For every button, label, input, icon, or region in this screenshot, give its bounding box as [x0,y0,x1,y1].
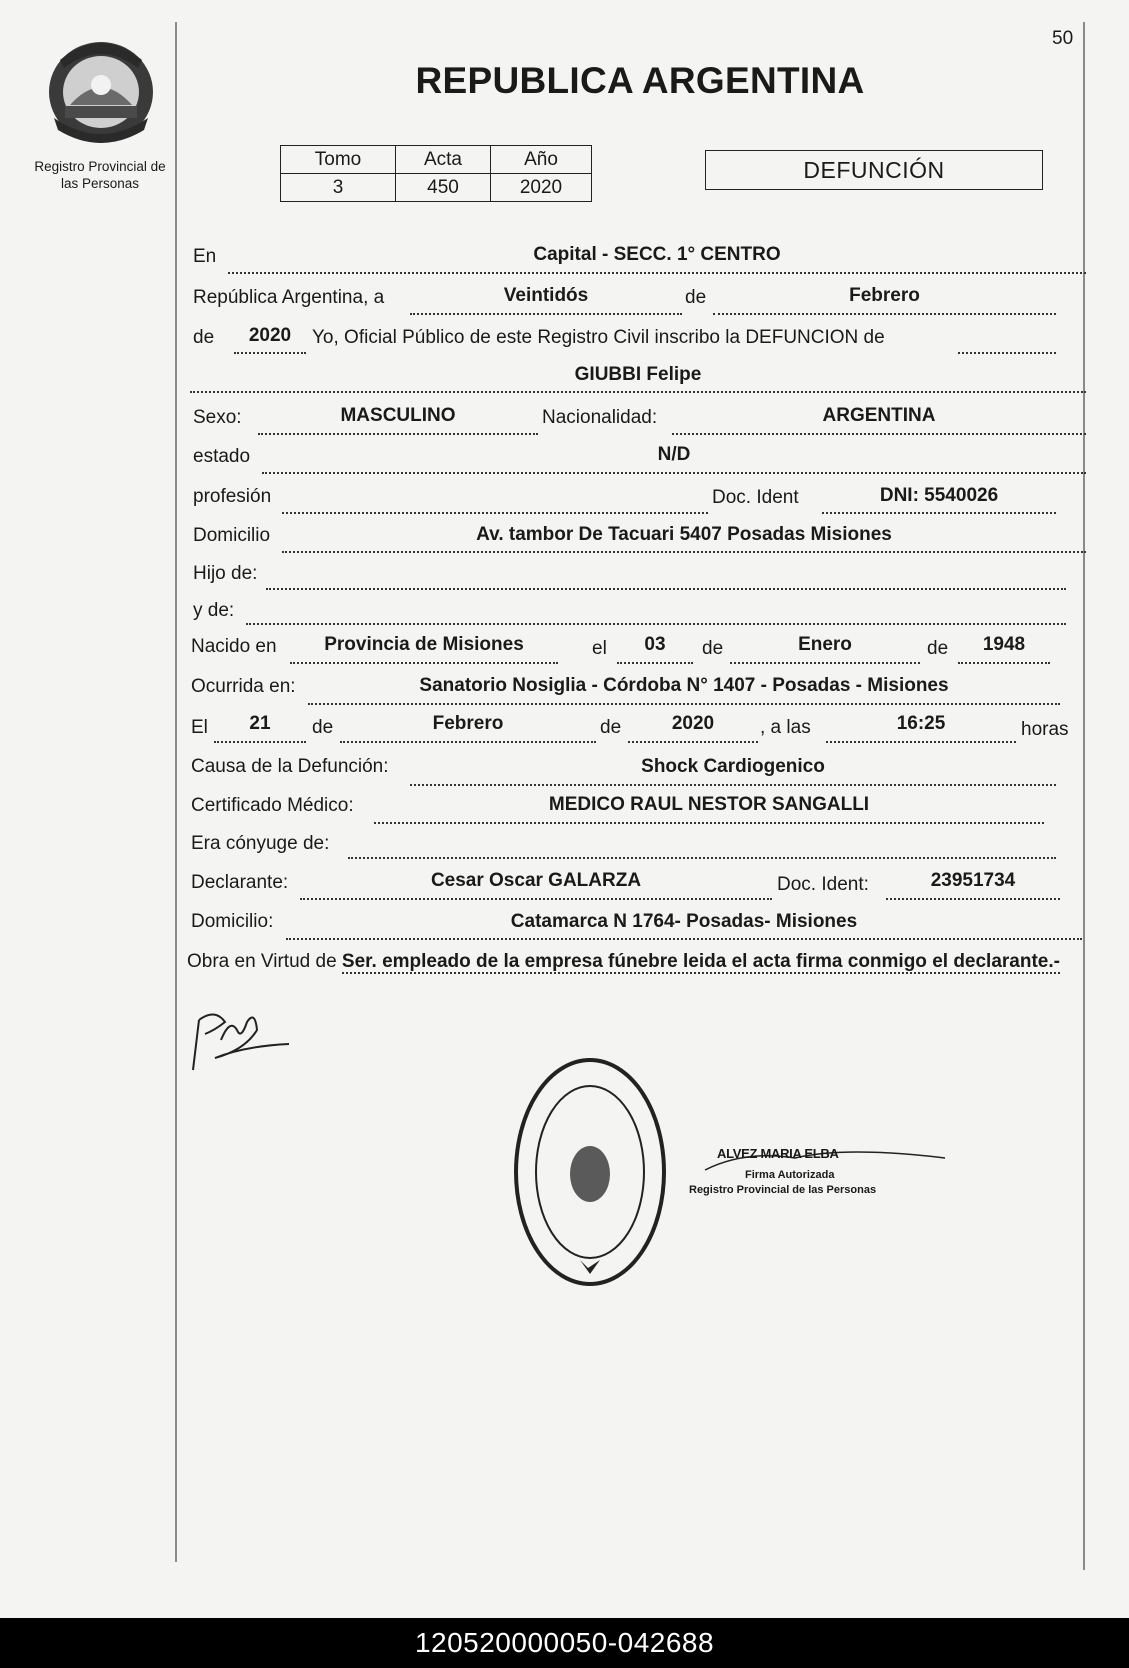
anio-value: 2020 [491,174,592,202]
sexo-line [258,433,538,435]
reference-table [280,145,592,202]
certificado-label: Certificado Médico: [191,795,354,816]
day-words-value: Veintidós [503,285,589,306]
authorizer-role: Firma Autorizada [745,1169,835,1181]
obra-value: Ser. empleado de la empresa fúnebre leida el acta firma conmigo el declarante.- [341,951,1060,972]
declarante-line [300,898,772,900]
province-logo-icon [40,30,162,148]
page-number: 50 [1052,28,1074,49]
deceased-name-line [190,391,1086,393]
statement-tail-line [958,352,1056,354]
reference-value-row [281,174,592,202]
hora-line [826,741,1016,743]
doc2-label: Doc. Ident: [777,874,869,895]
mes-line [340,741,596,743]
doc2-value: 23951734 [930,870,1016,891]
doc-line [822,512,1056,514]
place-line [228,272,1086,274]
sexo-value: MASCULINO [340,405,456,426]
acta-header: Acta [396,146,491,174]
nacido-label: Nacido en [191,636,277,657]
record-type-box: DEFUNCIÓN [705,150,1043,190]
yde-label: y de: [193,600,235,621]
de-label-4: de [927,638,949,659]
de-label-1: de [685,287,707,308]
de-label-5: de [312,717,334,738]
doc-value: DNI: 5540026 [879,485,999,506]
domicilio-label: Domicilio [193,525,271,546]
doc-label: Doc. Ident [712,487,799,508]
certificado-line [374,822,1044,824]
anio-line [628,741,758,743]
nacido-anio-line [958,662,1050,664]
reference-header-row [281,146,592,174]
domicilio2-label: Domicilio: [191,911,274,932]
de-label-6: de [600,717,622,738]
tomo-value: 3 [281,174,396,202]
domicilio2-line [286,938,1082,940]
sexo-label: Sexo: [193,407,242,428]
deceased-name: GIUBBI Felipe [574,364,702,385]
de-label-3: de [702,638,724,659]
month-value: Febrero [849,285,920,306]
left-margin-line [175,22,177,1562]
profesion-label: profesión [193,486,272,507]
yde-line [246,623,1066,625]
declarante-label: Declarante: [191,872,289,893]
alas-label: , a las [760,717,811,738]
declarante-value: Cesar Oscar GALARZA [430,870,642,891]
statement-text: Yo, Oficial Público de este Registro Civil inscribo la DEFUNCION de [312,327,885,348]
anio-header: Año [491,146,592,174]
causa-label: Causa de la Defunción: [191,756,389,777]
registry-line-1: Registro Provincial de [34,159,166,174]
place-value: Capital - SECC. 1° CENTRO [533,244,781,265]
hijo-label: Hijo de: [193,563,258,584]
nacido-lugar-line [290,662,558,664]
estado-label: estado [193,446,251,467]
domicilio2-value: Catamarca N 1764- Posadas- Misiones [510,911,858,932]
dia-line [214,741,306,743]
en-label: En [193,246,217,267]
nacido-mes-value: Enero [798,634,852,655]
ocurrida-line [308,703,1060,705]
obra-paragraph [187,950,1080,974]
nacionalidad-line [672,433,1086,435]
republica-label: República Argentina, a [193,287,385,308]
nacionalidad-label: Nacionalidad: [542,407,658,428]
doc2-line [886,898,1060,900]
tomo-header: Tomo [281,146,396,174]
obra-label: Obra en Virtud de [187,951,337,972]
page-title: REPUBLICA ARGENTINA [415,60,865,101]
authorizer-office: Registro Provincial de las Personas [689,1184,877,1196]
conyuge-label: Era cónyuge de: [191,833,330,854]
de-label-2: de [193,327,215,348]
estado-value: N/D [657,444,691,465]
domicilio-value: Av. tambor De Tacuari 5407 Posadas Misiones [476,524,892,545]
el-label: el [592,638,607,659]
acta-value: 450 [396,174,491,202]
nacido-anio-value: 1948 [982,634,1026,655]
dia-value: 21 [249,713,271,734]
certificado-value: MEDICO RAUL NESTOR SANGALLI [548,794,870,815]
authorizer-name: ALVEZ MARIA ELBA [717,1146,839,1161]
year-value: 2020 [248,325,292,346]
causa-value: Shock Cardiogenico [641,756,825,777]
mes-value: Febrero [432,713,504,734]
authorizer-stamp [685,1140,955,1210]
hijo-line [266,588,1066,590]
nacionalidad-value: ARGENTINA [822,405,936,426]
barcode-number: 120520000050-042688 [0,1618,1129,1668]
registry-caption [10,158,190,192]
horas-label: horas [1021,719,1069,740]
estado-line [262,472,1086,474]
el2-label: El [191,717,208,738]
nacido-dia-line [617,662,693,664]
nacido-lugar-value: Provincia de Misiones [324,634,524,655]
conyuge-line [348,857,1056,859]
registry-line-2: las Personas [60,176,140,191]
anio-value: 2020 [671,713,715,734]
causa-line [410,784,1056,786]
declarant-signature [185,1000,295,1080]
nacido-dia-value: 03 [644,634,666,655]
official-seal [510,1052,670,1292]
day-words-line [410,313,682,315]
ocurrida-label: Ocurrida en: [191,676,296,697]
nacido-mes-line [730,662,920,664]
year-line [234,352,306,354]
month-line [713,313,1056,315]
ocurrida-value: Sanatorio Nosiglia - Córdoba N° 1407 - Posadas - Misiones [419,675,949,696]
hora-value: 16:25 [896,713,946,734]
domicilio-line [282,551,1086,553]
profesion-line [282,512,708,514]
